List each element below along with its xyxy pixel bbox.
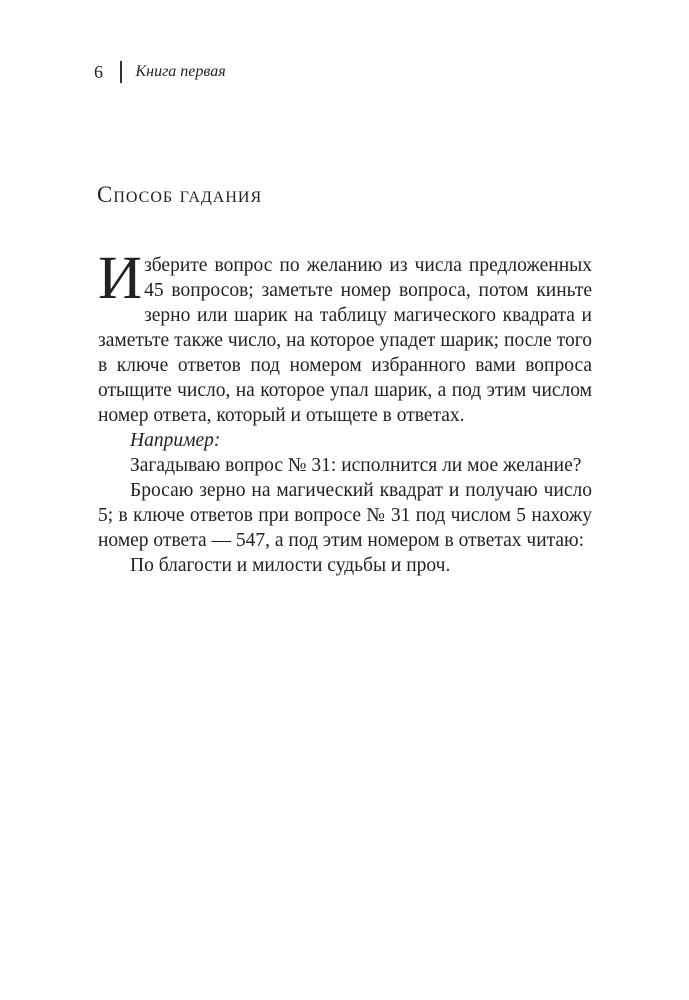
example-question: Загадываю вопрос № 31: исполнится ли мое желание? xyxy=(130,455,582,476)
section-title: Способ гадания xyxy=(97,182,263,207)
body-text xyxy=(98,245,592,578)
intro-paragraph-text: зберите вопрос по желанию из числа предложенных 45 вопросов; заметьте номер вопроса, потом киньте зерно или шарик на таблицу магического квадрата и заметьте также число, на которое упадет шарик; после того в ключе ответов под номером избранного вами вопроса отыщите число, на которое упал шарик, а под этим числом номер ответа, который и отыщете в ответах. xyxy=(98,255,592,426)
intro-paragraph xyxy=(98,245,592,428)
example-label: Например: xyxy=(130,430,221,451)
example-answer: По благости и милости судьбы и проч. xyxy=(130,555,451,576)
header-divider xyxy=(120,61,122,83)
example-steps: Бросаю зерно на магический квадрат и получаю число 5; в ключе ответов при вопросе № 31 под числом 5 нахожу номер ответа — 547, а под этим номером в ответах читаю: xyxy=(98,480,592,551)
book-title: Книга первая xyxy=(135,63,226,80)
drop-cap: И xyxy=(98,245,143,312)
running-head xyxy=(94,60,226,84)
page-number: 6 xyxy=(94,61,103,82)
